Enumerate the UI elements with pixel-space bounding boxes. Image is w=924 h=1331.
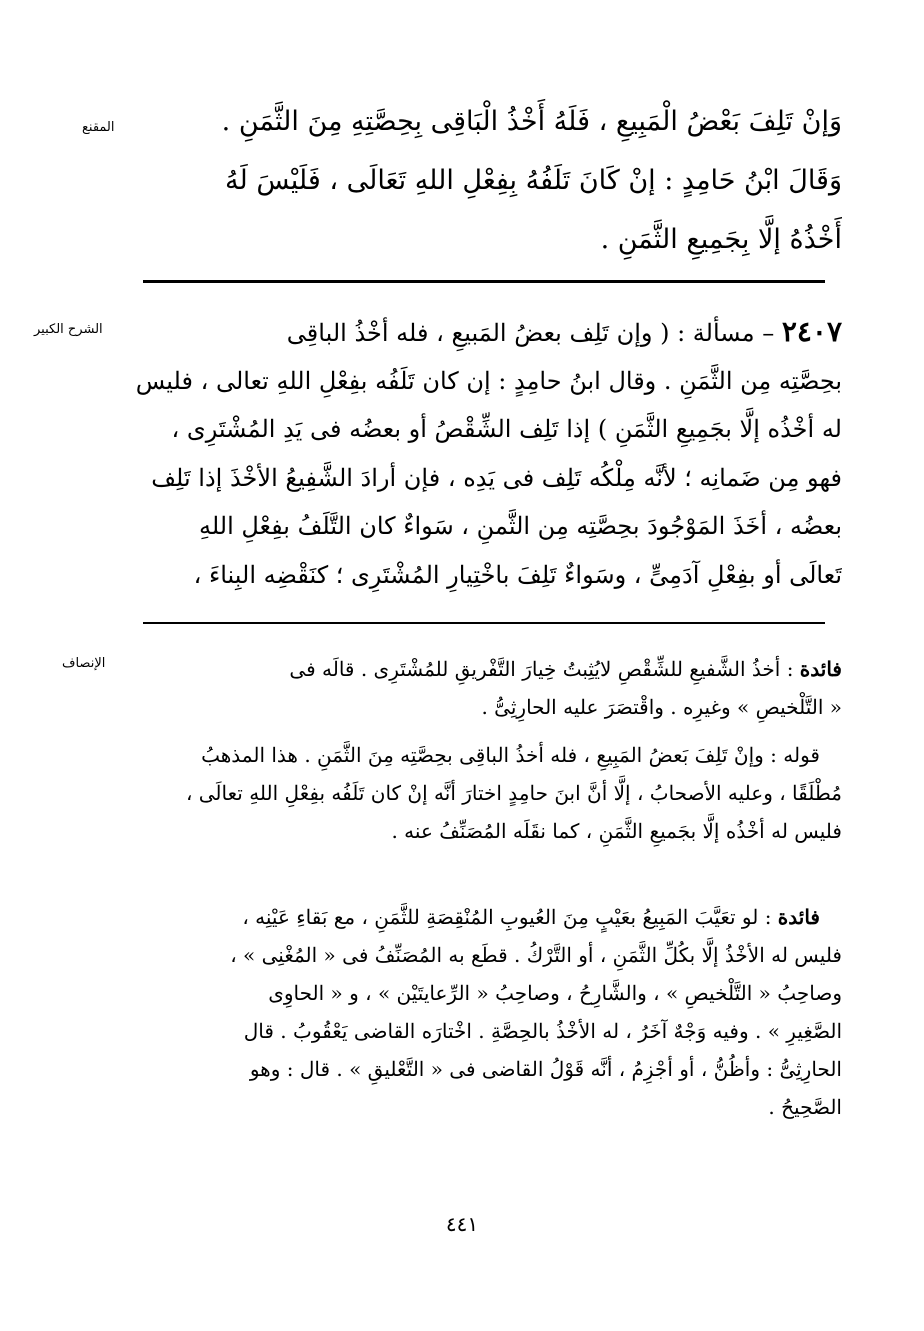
insaf-line: « التَّلْخيصِ » وغيرِه . واقْتصَرَ عليه الحارِثِىُّ . xyxy=(481,695,842,719)
muqni-line: أَخْذُهُ إلَّا بِجَمِيعِ الثَّمَنِ . xyxy=(600,224,842,255)
sharh-line: بحِصَّتِه مِن الثَّمَنِ . وقال ابنُ حامِدٍ : إن كان تَلَفُه بفِعْلِ اللهِ تعالى ، فليس xyxy=(135,366,842,395)
section-divider-thick xyxy=(143,280,825,283)
section-label-insaf: الإنصاف xyxy=(62,656,106,671)
insaf-line: الصَّحِيحُ . xyxy=(768,1095,842,1119)
insaf-line: الحارِثِىُّ : وأظُنُّ ، أو أجْزِمُ ، أنَّه قَوْلُ القاضى فى « التَّعْليقِ » . قال : وهو xyxy=(249,1057,842,1081)
insaf-line: مُطْلَقًا ، وعليه الأصحابُ ، إلَّا أنَّ ابنَ حامِدٍ اختارَ أنَّه إنْ كان تَلَفُه بفِعْلِ اللهِ تعالَى ، xyxy=(185,781,842,805)
sharh-text xyxy=(130,308,842,599)
faida-heading: فائدة xyxy=(777,905,820,929)
insaf-line-text: : أخذُ الشَّفيعِ للشِّقْصِ لايُثِبتُ خِيارَ التَّفْريقِ للمُشْتَرِى . قالَه فى xyxy=(289,657,794,681)
insaf-line xyxy=(130,898,842,936)
section-label-muqni: المقنع xyxy=(82,120,115,135)
insaf-line: فليس له أخْذُه إلَّا بجَميعِ الثَّمَنِ ، كما نقَلَه المُصَنِّفُ عنه . xyxy=(391,819,842,843)
insaf-line: الصَّغِيرِ » . وفيه وَجْهٌ آخَرُ ، له الأخْذُ بالحِصَّةِ . اخْتارَه القاضى يَعْقُوبُ . قال xyxy=(243,1019,842,1043)
insaf-paragraph-2 xyxy=(130,736,842,850)
page-number: ٤٤١ xyxy=(445,1212,479,1236)
faida-heading: فائدة xyxy=(799,657,842,681)
insaf-line-text: : لو تعَيَّبَ المَبِيعُ بعَيْبٍ مِنَ العُيوبِ المُنْقِصَةِ للثَّمَنِ ، مع بَقاءِ عَيْنِه ، xyxy=(242,905,772,929)
sharh-line: تَعالَى أو بفِعْلِ آدَمِىٍّ ، وسَواءٌ تَلِفَ باخْتِيارِ المُشْتَرِى ؛ كنَقْضِه البِناءَ ، xyxy=(193,560,842,589)
muqni-line: وَقَالَ ابْنُ حَامِدٍ : إنْ كَانَ تَلَفُهُ بِفِعْلِ اللهِ تَعَالَى ، فَلَيْسَ لَهُ xyxy=(225,165,842,196)
insaf-line xyxy=(130,650,842,688)
section-divider-thin xyxy=(143,622,825,624)
insaf-paragraph-1 xyxy=(130,650,842,726)
insaf-line: وصاحِبُ « التَّلْخيصِ » ، والشَّارِحُ ، وصاحِبُ « الرِّعايتَيْن » ، و « الحاوِى xyxy=(268,981,842,1005)
issue-number: ٢٤٠٧ xyxy=(781,315,842,348)
sharh-line: فهو مِن ضَمانِه ؛ لأنَّه مِلْكُه تَلِف فى يَدِه ، فإن أرادَ الشَّفِيعُ الأخْذَ إذا تَلِف xyxy=(151,463,842,492)
insaf-line: قوله : وإنْ تَلِفَ بَعضُ المَبِيعِ ، فله أخذُ الباقِى بحِصَّتِه مِنَ الثَّمَنِ . هذا المذهبُ xyxy=(201,743,820,767)
sharh-first-line: – مسألة : ( وإن تَلِف بعضُ المَبيعِ ، فله أخْذُ الباقِى xyxy=(286,319,775,347)
insaf-line: فليس له الأخْذُ إلَّا بكُلِّ الثَّمَنِ ، أو التَّرْكُ . قطَع به المُصَنِّفُ فى « المُغْنِى » ، xyxy=(230,943,842,967)
insaf-paragraph-3 xyxy=(130,898,842,1126)
muqni-text xyxy=(130,92,842,269)
sharh-line: له أخْذُه إلَّا بجَمِيعِ الثَّمَنِ ) إذا تَلِف الشِّقْصُ أو بعضُه فى يَدِ المُشْتَرِى ، xyxy=(171,415,842,443)
sharh-line: بعضُه ، أخَذَ المَوْجُودَ بحِصَّتِه مِن الثَّمنِ ، سَواءٌ كان التَّلَفُ بفِعْلِ اللهِ xyxy=(198,512,842,540)
muqni-line: وَإنْ تَلِفَ بَعْضُ الْمَبِيعِ ، فَلَهُ أَخْذُ الْبَاقِى بِحِصَّتِهِ مِنَ الثَّمَنِ . xyxy=(221,106,842,137)
section-label-sharh: الشرح الكبير xyxy=(34,322,103,337)
sharh-line xyxy=(130,308,842,357)
